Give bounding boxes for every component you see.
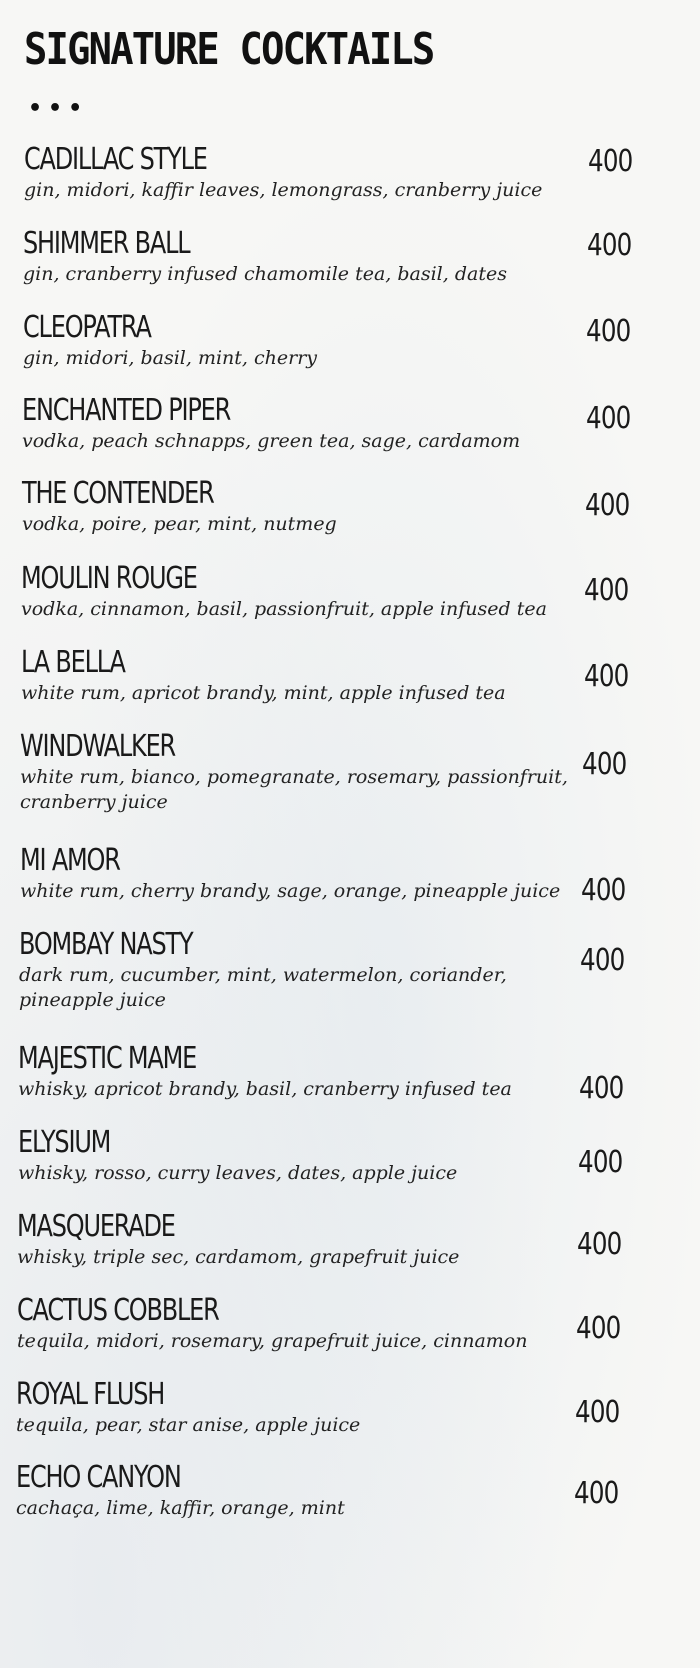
- cocktail-name: MI AMOR: [20, 843, 120, 878]
- cocktail-ingredients: dark rum, cucumber, mint, watermelon, coriander, pineapple juice: [19, 964, 507, 1011]
- cocktail-name: ELYSIUM: [18, 1125, 111, 1160]
- cocktail-price: 400: [582, 747, 627, 782]
- cocktail-ingredients: white rum, apricot brandy, mint, apple infused tea: [21, 682, 506, 704]
- cocktail-price: 400: [585, 488, 630, 523]
- cocktail-name: SHIMMER BALL: [23, 226, 190, 261]
- cocktail-ingredients: white rum, cherry brandy, sage, orange, pineapple juice: [20, 880, 561, 902]
- cocktail-price: 400: [586, 401, 631, 436]
- cocktail-price: 400: [586, 314, 631, 349]
- cocktail-price: 400: [581, 873, 626, 908]
- cocktail-price: 400: [578, 1145, 623, 1180]
- cocktail-name: ECHO CANYON: [16, 1460, 181, 1495]
- cocktail-ingredients: vodka, cinnamon, basil, passionfruit, apple infused tea: [21, 598, 547, 620]
- cocktail-price: 400: [579, 1071, 624, 1106]
- cocktail-price: 400: [576, 1311, 621, 1346]
- cocktail-name: MAJESTIC MAME: [18, 1041, 197, 1076]
- cocktail-name: ENCHANTED PIPER: [22, 393, 231, 428]
- cocktail-name: WINDWALKER: [20, 729, 176, 764]
- cocktail-ingredients: white rum, bianco, pomegranate, rosemary, passionfruit, cranberry juice: [20, 766, 568, 813]
- cocktail-name: CACTUS COBBLER: [17, 1293, 219, 1328]
- cocktail-price: 400: [584, 573, 629, 608]
- cocktail-name: ROYAL FLUSH: [16, 1377, 165, 1412]
- cocktail-price: 400: [587, 228, 632, 263]
- cocktail-name: MOULIN ROUGE: [21, 561, 197, 596]
- cocktail-price: 400: [577, 1227, 622, 1262]
- cocktail-price: 400: [584, 659, 629, 694]
- cocktail-ingredients: tequila, pear, star anise, apple juice: [16, 1414, 361, 1436]
- cocktail-price: 400: [575, 1395, 620, 1430]
- cocktail-name: LA BELLA: [21, 645, 125, 680]
- cocktail-ingredients: vodka, poire, pear, mint, nutmeg: [22, 513, 337, 535]
- cocktail-name: THE CONTENDER: [22, 476, 214, 511]
- menu-title: SIGNATURE COCKTAILS: [24, 24, 434, 75]
- cocktail-name: MASQUERADE: [17, 1209, 175, 1244]
- cocktail-price: 400: [580, 943, 625, 978]
- cocktail-name: CLEOPATRA: [23, 310, 151, 345]
- cocktail-ingredients: whisky, triple sec, cardamom, grapefruit juice: [17, 1246, 460, 1268]
- cocktail-ingredients: vodka, peach schnapps, green tea, sage, cardamom: [22, 430, 521, 452]
- cocktail-name: CADILLAC STYLE: [24, 142, 207, 177]
- cocktail-ingredients: gin, cranberry infused chamomile tea, basil, dates: [23, 263, 507, 285]
- cocktail-ingredients: whisky, apricot brandy, basil, cranberry infused tea: [18, 1078, 512, 1100]
- cocktail-ingredients: cachaça, lime, kaffir, orange, mint: [16, 1497, 345, 1519]
- cocktail-ingredients: tequila, midori, rosemary, grapefruit juice, cinnamon: [17, 1330, 528, 1352]
- cocktail-ingredients: gin, midori, kaffir leaves, lemongrass, cranberry juice: [24, 179, 543, 201]
- cocktail-ingredients: gin, midori, basil, mint, cherry: [23, 347, 318, 369]
- cocktail-name: BOMBAY NASTY: [19, 927, 193, 962]
- cocktail-price: 400: [588, 144, 633, 179]
- title-dots-ornament: •••: [28, 96, 89, 121]
- cocktail-ingredients: whisky, rosso, curry leaves, dates, apple juice: [18, 1162, 458, 1184]
- cocktail-price: 400: [574, 1476, 619, 1511]
